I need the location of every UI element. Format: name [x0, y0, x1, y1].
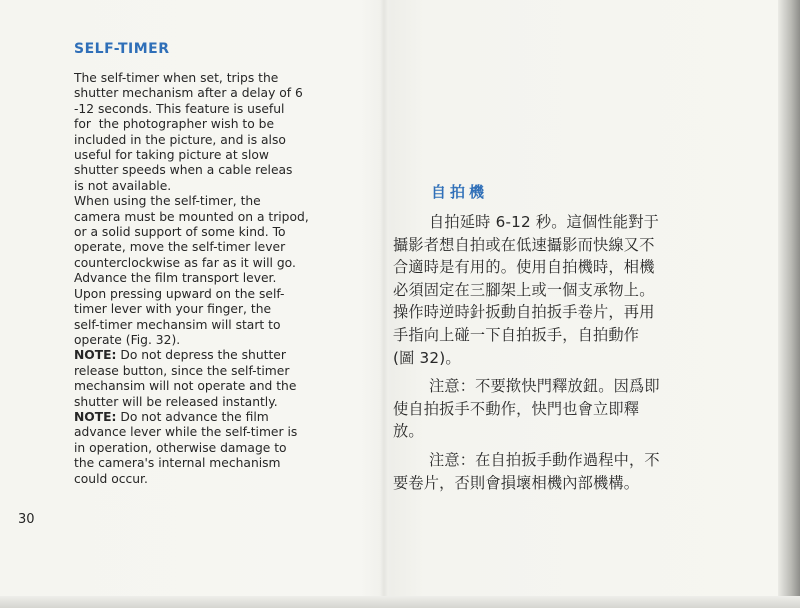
chinese-text-line: 必須固定在三腳架上或一個支承物上。	[393, 280, 655, 299]
chinese-text-line: 自拍延時 6-12 秒。這個性能對于	[429, 213, 659, 231]
chinese-text-line: (圖 32)。	[393, 348, 461, 367]
english-line-text: Upon pressing upward on the self-	[74, 286, 285, 301]
english-text-line	[74, 117, 336, 132]
english-line-text: in operation, otherwise damage to	[74, 440, 287, 455]
note-label: NOTE:	[74, 409, 117, 424]
english-line-text: useful for taking picture at slow	[74, 148, 269, 163]
english-text-line	[74, 210, 336, 225]
chinese-paragraph	[393, 449, 723, 494]
english-line-text: release button, since the self-timer	[74, 363, 290, 378]
english-text-line	[74, 71, 336, 86]
english-line-text: counterclockwise as far as it will go.	[74, 255, 296, 270]
english-text-line	[74, 318, 336, 333]
english-line-text: Do not advance the film	[116, 409, 269, 424]
english-text-line	[74, 133, 336, 148]
chinese-text-line: 注意：在自拍扳手動作過程中，不	[429, 450, 660, 469]
chinese-text-line: 操作時逆時針扳動自拍扳手卷片，再用	[393, 303, 655, 322]
english-line-text: camera must be mounted on a tripod,	[74, 209, 309, 224]
chinese-text-line: 合適時是有用的。使用自拍機時，相機	[393, 258, 655, 277]
english-line-text: operate (Fig. 32).	[74, 332, 181, 347]
chinese-section-title: 自拍機	[431, 183, 489, 201]
chinese-text-line: 注意：不要揿快門釋放鈕。因爲即	[429, 377, 660, 396]
english-text-line	[74, 86, 336, 101]
chinese-paragraph	[393, 375, 723, 443]
english-line-text: is not available.	[74, 178, 172, 193]
chinese-text-line: 手指向上碰一下自拍扳手，自拍動作	[393, 325, 640, 344]
english-line-text: timer lever with your finger, the	[74, 302, 272, 317]
english-text-line	[74, 425, 336, 440]
english-text-line	[74, 379, 336, 394]
english-text-line	[74, 441, 336, 456]
english-line-text: operate, move the self-timer lever	[74, 240, 286, 255]
english-body-text	[74, 71, 336, 487]
english-line-text: shutter speeds when a cable releas	[74, 163, 293, 178]
english-text-line	[74, 395, 336, 410]
chinese-body-text	[393, 211, 723, 500]
english-text-line	[74, 256, 336, 271]
page-number: 30	[18, 512, 35, 527]
chinese-paragraph	[393, 211, 723, 369]
english-text-line	[74, 410, 336, 425]
english-line-text: -12 seconds. This feature is useful	[74, 101, 285, 116]
english-section-title: SELF-TIMER	[74, 41, 170, 57]
english-line-text: Advance the film transport lever.	[74, 271, 277, 286]
english-text-line	[74, 364, 336, 379]
english-line-text: When using the self-timer, the	[74, 194, 261, 209]
english-text-line	[74, 179, 336, 194]
english-line-text: the camera's internal mechanism	[74, 456, 281, 471]
english-line-text: or a solid support of some kind. To	[74, 225, 286, 240]
english-text-line	[74, 302, 336, 317]
english-text-line	[74, 456, 336, 471]
english-line-text: shutter mechanism after a delay of 6	[74, 86, 303, 101]
english-line-text: mechansim will not operate and the	[74, 379, 297, 394]
english-text-line	[74, 240, 336, 255]
english-text-line	[74, 472, 336, 487]
note-label: NOTE:	[74, 348, 117, 363]
page-bottom-edge	[0, 596, 800, 608]
english-text-line	[74, 163, 336, 178]
english-text-line	[74, 333, 336, 348]
english-line-text: self-timer mechansim will start to	[74, 317, 281, 332]
english-line-text: The self-timer when set, trips the	[74, 71, 279, 85]
english-line-text: included in the picture, and is also	[74, 132, 286, 147]
chinese-text-line: 放。	[393, 422, 424, 441]
english-line-text: Do not depress the shutter	[116, 348, 286, 363]
english-text-line	[74, 148, 336, 163]
page-fold	[380, 0, 388, 608]
english-text-line	[74, 287, 336, 302]
english-text-line	[74, 102, 336, 117]
chinese-text-line: 使自拍扳手不動作，快門也會立即釋	[393, 399, 640, 418]
english-text-line	[74, 225, 336, 240]
english-text-line	[74, 271, 336, 286]
english-line-text: could occur.	[74, 471, 148, 486]
english-text-line	[74, 348, 336, 363]
chinese-text-line: 攝影者想自拍或在低速攝影而快線又不	[393, 235, 655, 254]
english-line-text: for the photographer wish to be	[74, 117, 275, 132]
english-line-text: advance lever while the self-timer is	[74, 425, 298, 440]
english-text-line	[74, 194, 336, 209]
chinese-text-line: 要卷片，否則會損壞相機內部機構。	[393, 473, 640, 492]
english-line-text: shutter will be released instantly.	[74, 394, 278, 409]
page-edge-shadow	[778, 0, 800, 608]
